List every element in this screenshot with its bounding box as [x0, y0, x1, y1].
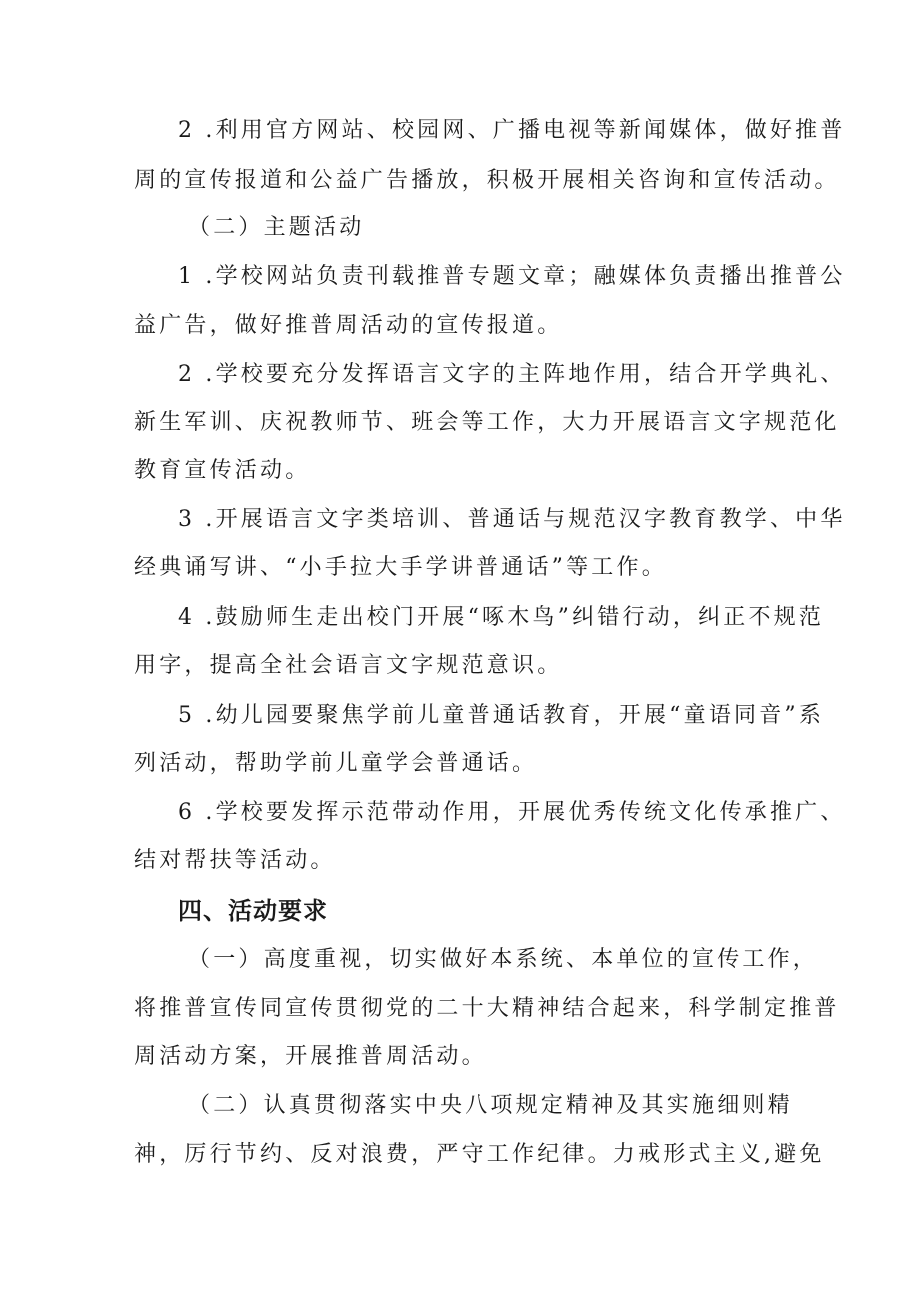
paragraph-line: 4 .鼓励师生走出校门开展“啄木鸟”纠错行动，纠正不规范 [178, 605, 825, 630]
paragraph-line: （一）高度重视，切实做好本系统、本单位的宣传工作， [188, 947, 819, 972]
paragraph-line: 1 .学校网站负责刊载推普专题文章；融媒体负责播出推普公 [178, 264, 846, 289]
paragraph-line: 结对帮扶等活动。 [134, 848, 336, 873]
paragraph-line: 2 .利用官方网站、校园网、广播电视等新闻媒体，做好推普 [178, 118, 846, 143]
paragraph-line: 5 .幼儿园要聚焦学前儿童普通话教育，开展“童语同音”系 [178, 703, 825, 728]
paragraph-line: 周的宣传报道和公益广告播放，积极开展相关咨询和宣传活动。 [134, 168, 840, 193]
paragraph-line: 周活动方案，开展推普周活动。 [134, 1044, 487, 1069]
paragraph-line: 神，厉行节约、反对浪费，严守工作纪律。力戒形式主义,避免 [134, 1142, 825, 1167]
paragraph-line: 列活动，帮助学前儿童学会普通话。 [134, 751, 538, 776]
paragraph-line: 经典诵写讲、“小手拉大手学讲普通话”等工作。 [134, 555, 667, 580]
paragraph-line: 3 .开展语言文字类培训、普通话与规范汉字教育教学、中华 [178, 507, 846, 532]
paragraph-line: 2 .学校要充分发挥语言文字的主阵地作用，结合开学典礼、 [178, 362, 846, 387]
paragraph-line: 益广告，做好推普周活动的宣传报道。 [134, 313, 563, 338]
sub-heading-theme: （二）主题活动 [188, 215, 365, 240]
paragraph-line: 用字，提高全社会语言文字规范意识。 [134, 653, 563, 678]
paragraph-line: （二）认真贯彻落实中央八项规定精神及其实施细则精 [188, 1093, 793, 1118]
section-heading-requirements: 四、活动要求 [178, 897, 328, 925]
paragraph-line: 6 .学校要发挥示范带动作用，开展优秀传统文化传承推广、 [178, 800, 846, 825]
paragraph-line: 教育宣传活动。 [134, 458, 311, 483]
paragraph-line: 新生军训、庆祝教师节、班会等工作，大力开展语言文字规范化 [134, 410, 840, 435]
paragraph-line: 将推普宣传同宣传贯彻党的二十大精神结合起来，科学制定推普 [134, 996, 840, 1021]
